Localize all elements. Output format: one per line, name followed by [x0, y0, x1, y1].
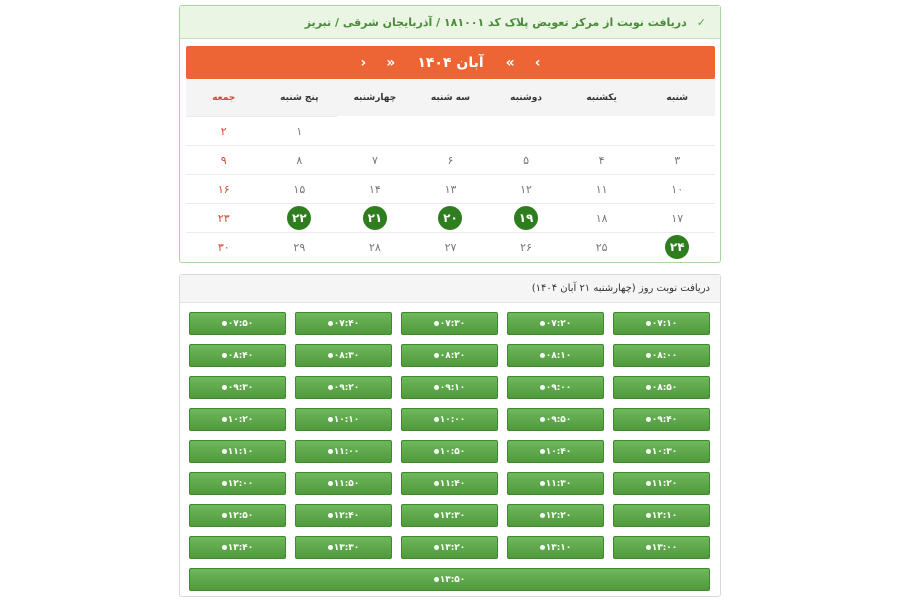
- time-slot-label: ۰۹:۲۰: [333, 382, 360, 393]
- weekday-label: جمعه: [212, 93, 236, 103]
- calendar-day[interactable]: [413, 203, 489, 232]
- time-slot-button[interactable]: [507, 472, 604, 495]
- calendar-week: [186, 116, 715, 145]
- available-day-badge[interactable]: ۲۱: [363, 206, 387, 230]
- time-slot-label: ۱۲:۳۰: [439, 510, 466, 521]
- time-slot-label: ۱۲:۰۰: [227, 478, 254, 489]
- clock-icon: [434, 353, 439, 358]
- clock-icon: [540, 481, 545, 486]
- clock-icon: [434, 481, 439, 486]
- time-slot-label: ۰۹:۴۰: [651, 414, 678, 425]
- next-month-button[interactable]: ›: [534, 54, 541, 71]
- clock-icon: [646, 545, 651, 550]
- time-slot-button[interactable]: [507, 536, 604, 559]
- calendar-day: ۱۴: [337, 174, 413, 203]
- weekday-label: سه شنبه: [430, 93, 471, 103]
- clock-icon: [328, 513, 333, 518]
- weekday-label: یکشنبه: [586, 93, 617, 103]
- calendar-day: ۱۰: [639, 174, 715, 203]
- clock-icon: [222, 353, 227, 358]
- calendar-day: [488, 116, 564, 145]
- clock-icon: [434, 449, 439, 454]
- time-slot-button[interactable]: [295, 344, 392, 367]
- time-slot-button[interactable]: [189, 536, 286, 559]
- calendar-card-header: [180, 6, 720, 39]
- calendar-day: [337, 116, 413, 145]
- time-slot-label: ۱۳:۲۰: [439, 542, 466, 553]
- calendar-day: ۱۳: [413, 174, 489, 203]
- time-slot-button[interactable]: [189, 376, 286, 399]
- time-slot-button[interactable]: [295, 536, 392, 559]
- calendar-day: ۱: [262, 116, 338, 145]
- time-slot-button[interactable]: [189, 504, 286, 527]
- clock-icon: [328, 353, 333, 358]
- clock-icon: [434, 385, 439, 390]
- time-slot-button[interactable]: [507, 376, 604, 399]
- time-slot-label: ۰۹:۱۰: [439, 382, 466, 393]
- time-slot-button[interactable]: [295, 440, 392, 463]
- time-slot-button[interactable]: [613, 376, 710, 399]
- clock-icon: [328, 481, 333, 486]
- clock-icon: [646, 321, 651, 326]
- clock-icon: [646, 481, 651, 486]
- time-slot-button[interactable]: [189, 440, 286, 463]
- calendar-day: ۲۵: [564, 232, 640, 261]
- clock-icon: [222, 417, 227, 422]
- available-day-badge[interactable]: ۲۴: [665, 235, 689, 259]
- clock-icon: [646, 417, 651, 422]
- time-slot-label: ۱۳:۱۰: [545, 542, 572, 553]
- weekday-label: شنبه: [666, 93, 689, 103]
- calendar-day: ۸: [262, 145, 338, 174]
- calendar-day[interactable]: [262, 203, 338, 232]
- available-day-badge[interactable]: ۱۹: [514, 206, 538, 230]
- clock-icon: [646, 385, 651, 390]
- clock-icon: [222, 321, 227, 326]
- clock-icon: [434, 321, 439, 326]
- time-slot-button[interactable]: [401, 312, 498, 335]
- calendar-day: ۲۹: [262, 232, 338, 261]
- time-slot-button[interactable]: [613, 408, 710, 431]
- time-slot-label: ۰۸:۴۰: [227, 350, 254, 361]
- weekday-label: دوشنبه: [510, 93, 542, 103]
- clock-icon: [434, 545, 439, 550]
- clock-icon: [540, 385, 545, 390]
- calendar-day: ۱۷: [639, 203, 715, 232]
- time-slot-label: ۰۷:۳۰: [439, 318, 466, 329]
- calendar-day: [639, 116, 715, 145]
- time-slot-label: ۰۷:۴۰: [333, 318, 360, 329]
- month-label: آبان ۱۴۰۴: [417, 54, 484, 71]
- clock-icon: [328, 545, 333, 550]
- clock-icon: [540, 353, 545, 358]
- calendar-day: ۹: [186, 145, 262, 174]
- time-slot-button[interactable]: [295, 504, 392, 527]
- clock-icon: [434, 417, 439, 422]
- clock-icon: [540, 321, 545, 326]
- time-slot-button[interactable]: [613, 472, 710, 495]
- calendar-days: [186, 116, 715, 261]
- available-day-badge[interactable]: ۲۲: [287, 206, 311, 230]
- calendar-nav-bar: [186, 46, 715, 79]
- time-slot-label: ۰۸:۵۰: [651, 382, 678, 393]
- calendar-day: ۳: [639, 145, 715, 174]
- clock-icon: [540, 513, 545, 518]
- time-slot-label: ۰۹:۵۰: [545, 414, 572, 425]
- time-slot-button[interactable]: [401, 504, 498, 527]
- time-slot-label: ۰۷:۵۰: [227, 318, 254, 329]
- time-slot-button[interactable]: [189, 312, 286, 335]
- time-slot-label: ۰۷:۱۰: [651, 318, 678, 329]
- slot-grid: [190, 312, 710, 591]
- calendar-day: ۲۷: [413, 232, 489, 261]
- weekday-label: پنج شنبه: [280, 93, 319, 103]
- time-slot-button[interactable]: [613, 312, 710, 335]
- time-slot-button[interactable]: [401, 472, 498, 495]
- time-slot-label: ۱۲:۴۰: [333, 510, 360, 521]
- time-slot-button[interactable]: [613, 344, 710, 367]
- slots-title: دریافت نوبت روز (چهارشنبه ۲۱ آبان ۱۴۰۴): [531, 283, 710, 294]
- time-slot-label: ۱۰:۲۰: [227, 414, 254, 425]
- clock-icon: [222, 545, 227, 550]
- calendar-week: [186, 232, 715, 261]
- calendar-day[interactable]: [639, 232, 715, 261]
- calendar-day: ۳۰: [186, 232, 262, 261]
- calendar-day[interactable]: [488, 203, 564, 232]
- time-slot-label: ۱۳:۴۰: [227, 542, 254, 553]
- time-slot-label: ۱۳:۳۰: [333, 542, 360, 553]
- next-year-button[interactable]: »: [505, 54, 515, 71]
- time-slot-label: ۱۳:۵۰: [439, 574, 466, 585]
- clock-icon: [222, 449, 227, 454]
- clock-icon: [328, 417, 333, 422]
- calendar-day: [413, 116, 489, 145]
- time-slot-label: ۱۱:۳۰: [545, 478, 572, 489]
- time-slot-label: ۱۱:۱۰: [227, 446, 254, 457]
- time-slot-label: ۱۱:۰۰: [333, 446, 360, 457]
- time-slot-label: ۰۹:۰۰: [545, 382, 572, 393]
- clock-icon: [646, 513, 651, 518]
- calendar-day: ۴: [564, 145, 640, 174]
- calendar-day: ۶: [413, 145, 489, 174]
- time-slot-label: ۱۰:۰۰: [439, 414, 466, 425]
- calendar-week: [186, 174, 715, 203]
- time-slot-button[interactable]: [189, 472, 286, 495]
- calendar-day: [564, 116, 640, 145]
- time-slot-label: ۱۲:۲۰: [545, 510, 572, 521]
- available-day-badge[interactable]: ۲۰: [438, 206, 462, 230]
- calendar-day: ۱۱: [564, 174, 640, 203]
- weekday-label: چهارشنبه: [353, 93, 397, 103]
- time-slot-label: ۰۸:۱۰: [545, 350, 572, 361]
- calendar-day: ۲۶: [488, 232, 564, 261]
- calendar-day: ۱۶: [186, 174, 262, 203]
- time-slot-label: ۱۰:۳۰: [651, 446, 678, 457]
- calendar-day: ۱۵: [262, 174, 338, 203]
- time-slot-label: ۱۱:۴۰: [439, 478, 466, 489]
- time-slot-button[interactable]: [401, 344, 498, 367]
- time-slot-button[interactable]: [507, 440, 604, 463]
- slots-card-header: [180, 275, 720, 303]
- time-slot-label: ۱۰:۱۰: [333, 414, 360, 425]
- time-slot-label: ۰۸:۲۰: [439, 350, 466, 361]
- prev-month-button[interactable]: ‹: [360, 54, 367, 71]
- clock-icon: [540, 449, 545, 454]
- time-slot-label: ۱۲:۵۰: [227, 510, 254, 521]
- time-slot-label: ۱۳:۰۰: [651, 542, 678, 553]
- time-slot-button[interactable]: [295, 312, 392, 335]
- time-slot-button[interactable]: [189, 408, 286, 431]
- time-slot-button[interactable]: [401, 376, 498, 399]
- time-slot-button[interactable]: [189, 568, 710, 591]
- time-slot-label: ۱۰:۵۰: [439, 446, 466, 457]
- time-slot-button[interactable]: [507, 312, 604, 335]
- prev-year-button[interactable]: «: [386, 54, 396, 71]
- calendar-week: [186, 203, 715, 232]
- calendar-day: ۵: [488, 145, 564, 174]
- time-slot-button[interactable]: [401, 536, 498, 559]
- time-slot-label: ۱۲:۱۰: [651, 510, 678, 521]
- clock-icon: [222, 513, 227, 518]
- time-slot-button[interactable]: [295, 472, 392, 495]
- time-slot-button[interactable]: [507, 344, 604, 367]
- time-slot-label: ۱۰:۴۰: [545, 446, 572, 457]
- calendar-day[interactable]: [337, 203, 413, 232]
- time-slot-button[interactable]: [613, 504, 710, 527]
- time-slot-label: ۰۸:۳۰: [333, 350, 360, 361]
- slots-card: [179, 274, 721, 597]
- time-slot-button[interactable]: [189, 344, 286, 367]
- calendar-day: ۱۸: [564, 203, 640, 232]
- calendar-day: ۲۳: [186, 203, 262, 232]
- center-title: دریافت نوبت از مرکز تعویض پلاک کد ۱۸۱۰۰۱ / آذربایجان شرقی / تبریز: [304, 15, 687, 29]
- clock-icon: [434, 513, 439, 518]
- time-slot-button[interactable]: [507, 408, 604, 431]
- time-slot-label: ۰۸:۰۰: [651, 350, 678, 361]
- clock-icon: [646, 353, 651, 358]
- calendar-day: ۲: [186, 116, 262, 145]
- clock-icon: [646, 449, 651, 454]
- time-slot-label: ۰۹:۳۰: [227, 382, 254, 393]
- check-icon: ✓: [696, 15, 706, 29]
- clock-icon: [328, 449, 333, 454]
- calendar-week: [186, 145, 715, 174]
- time-slot-button[interactable]: [295, 408, 392, 431]
- weekday-header: [186, 80, 715, 116]
- time-slot-button[interactable]: [295, 376, 392, 399]
- calendar-day: ۲۸: [337, 232, 413, 261]
- time-slot-button[interactable]: [401, 440, 498, 463]
- calendar-day: ۱۲: [488, 174, 564, 203]
- calendar-day: ۷: [337, 145, 413, 174]
- time-slot-label: ۱۱:۵۰: [333, 478, 360, 489]
- time-slot-label: ۰۷:۲۰: [545, 318, 572, 329]
- time-slot-button[interactable]: [613, 536, 710, 559]
- clock-icon: [540, 417, 545, 422]
- time-slot-label: ۱۱:۲۰: [651, 478, 678, 489]
- clock-icon: [540, 545, 545, 550]
- time-slot-button[interactable]: [401, 408, 498, 431]
- clock-icon: [328, 321, 333, 326]
- calendar-card: [179, 5, 721, 263]
- clock-icon: [222, 481, 227, 486]
- time-slot-button[interactable]: [507, 504, 604, 527]
- clock-icon: [434, 577, 439, 582]
- time-slot-button[interactable]: [613, 440, 710, 463]
- clock-icon: [222, 385, 227, 390]
- clock-icon: [328, 385, 333, 390]
